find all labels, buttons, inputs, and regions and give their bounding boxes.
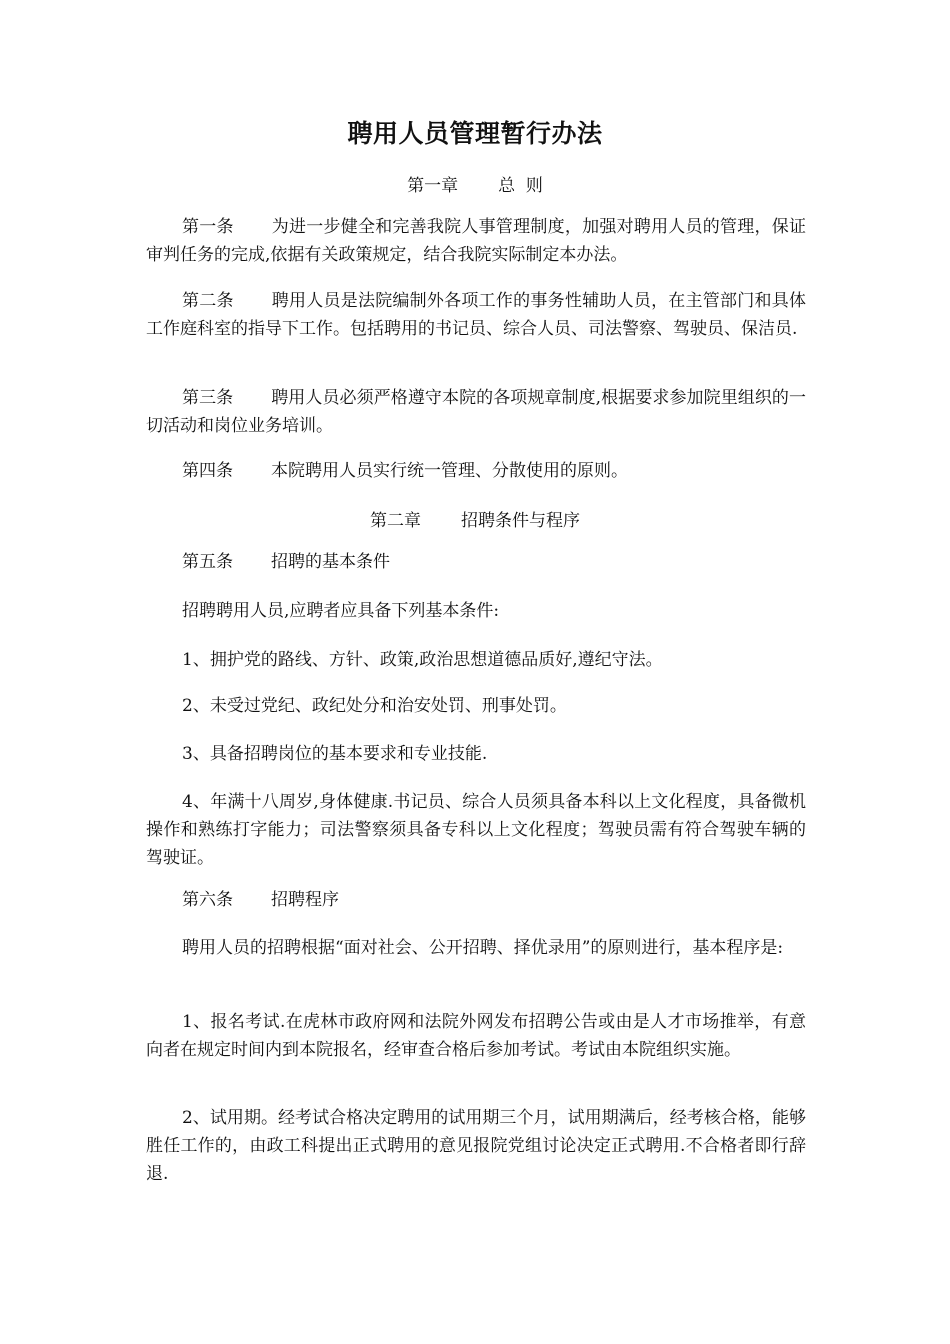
article-1-label: 第一条 <box>182 217 234 237</box>
article-4-label: 第四条 <box>182 461 233 481</box>
article-1 <box>146 213 806 269</box>
article-5-intro: 招聘聘用人员,应聘者应具备下列基本条件: <box>182 601 500 621</box>
chapter-2-name: 招聘条件与程序 <box>461 511 580 531</box>
article-5-item-4: 4、年满十八周岁,身体健康.书记员、综合人员须具备本科以上文化程度，具备微机操作和熟练打字能力；司法警察须具备专科以上文化程度；驾驶员需有符合驾驶车辆的驾驶证。 <box>146 792 806 868</box>
article-2 <box>146 287 806 343</box>
article-1-text: 为进一步健全和完善我院人事管理制度，加强对聘用人员的管理，保证审判任务的完成,依据有关政策规定，结合我院实际制定本办法。 <box>146 217 807 265</box>
article-3-label: 第三条 <box>182 388 234 408</box>
article-5-item-3: 3、具备招聘岗位的基本要求和专业技能. <box>182 744 488 764</box>
document-title: 聘用人员管理暂行办法 <box>347 119 603 148</box>
article-6-heading <box>182 886 339 914</box>
article-5-item-1: 1、拥护党的路线、方针、政策,政治思想道德品质好,遵纪守法。 <box>182 650 663 670</box>
article-2-text: 聘用人员是法院编制外各项工作的事务性辅助人员，在主管部门和具体工作庭科室的指导下工作。包括聘用的书记员、综合人员、司法警察、驾驶员、保洁员. <box>146 291 807 339</box>
article-3 <box>146 384 806 440</box>
chapter-2-number: 第二章 <box>370 511 421 531</box>
article-4-text: 本院聘用人员实行统一管理、分散使用的原则。 <box>271 461 628 481</box>
article-6-item-2: 2、试用期。经考试合格决定聘用的试用期三个月，试用期满后，经考核合格，能够胜任工作的，由政工科提出正式聘用的意见报院党组讨论决定正式聘用.不合格者即行辞退. <box>146 1108 806 1184</box>
article-5-heading <box>182 548 390 576</box>
article-5-text: 招聘的基本条件 <box>271 552 390 572</box>
article-5-item-2: 2、未受过党纪、政纪处分和治安处罚、刑事处罚。 <box>182 696 567 716</box>
chapter-2-heading <box>0 506 950 531</box>
chapter-1-name: 总 则 <box>498 176 543 196</box>
chapter-1-heading <box>0 171 950 196</box>
article-6-intro: 聘用人员的招聘根据“面对社会、公开招聘、择优录用”的原则进行，基本程序是: <box>182 938 784 958</box>
article-4 <box>146 457 806 485</box>
article-2-label: 第二条 <box>182 291 234 311</box>
article-3-text: 聘用人员必须严格遵守本院的各项规章制度,根据要求参加院里组织的一切活动和岗位业务培训。 <box>146 388 807 436</box>
article-6-item-1: 1、报名考试.在虎林市政府网和法院外网发布招聘公告或由是人才市场推举，有意向者在规定时间内到本院报名，经审查合格后参加考试。考试由本院组织实施。 <box>146 1012 806 1060</box>
article-6-label: 第六条 <box>182 890 233 910</box>
article-5-label: 第五条 <box>182 552 233 572</box>
chapter-1-number: 第一章 <box>407 176 459 196</box>
article-6-text: 招聘程序 <box>271 890 339 910</box>
